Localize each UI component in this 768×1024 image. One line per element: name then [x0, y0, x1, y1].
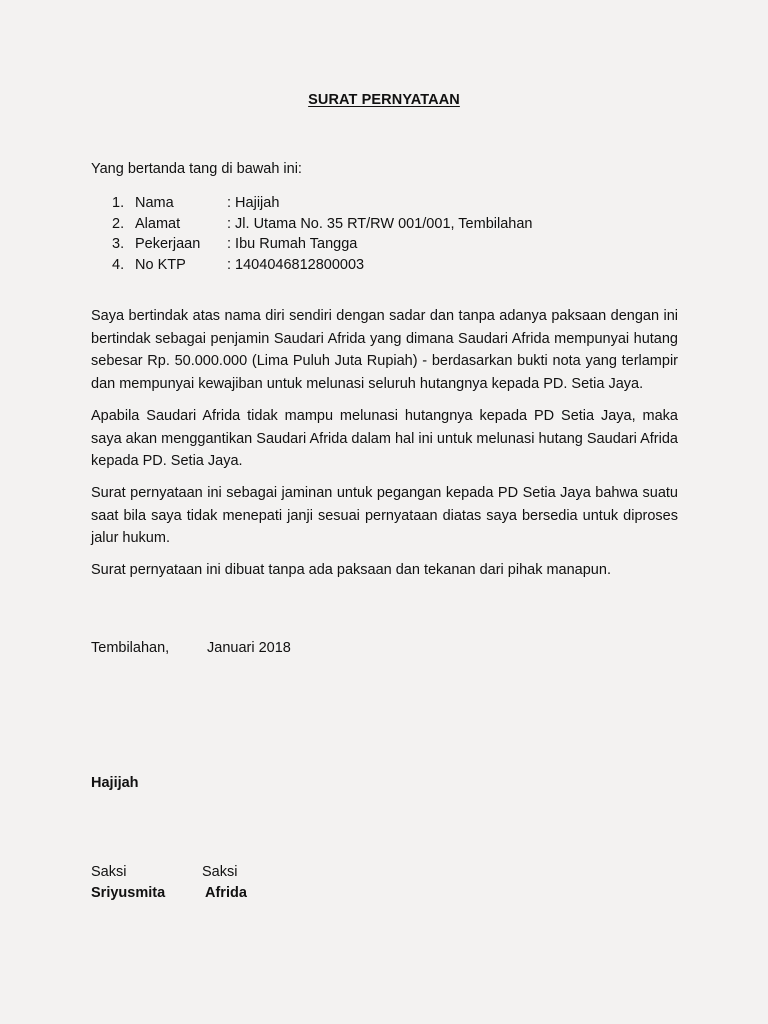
paragraph: Surat pernyataan ini sebagai jaminan untuk pegangan kepada PD Setia Jaya bahwa suatu saat bila saya tidak menepati janji sesuai pernyataan diatas saya bersedia untuk diproses jalur hukum.: [91, 484, 678, 547]
field-value: : Hajijah: [227, 195, 280, 211]
witness-block: [91, 862, 165, 903]
item-number: 1.: [112, 195, 125, 211]
paragraph: Surat pernyataan ini dibuat tanpa ada paksaan dan tekanan dari pihak manapun.: [91, 562, 611, 579]
place-text: Tembilahan,: [91, 640, 170, 656]
item-number: 3.: [112, 236, 125, 252]
identity-item-ktp: [112, 255, 532, 276]
identity-item-pekerjaan: [112, 234, 532, 255]
paragraph: Apabila Saudari Afrida tidak mampu melunasi hutangnya kepada PD Setia Jaya, maka saya akan menggantikan Saudari Afrida dalam hal ini untuk melunasi hutang Saudari Afrida kepada PD. Setia Jaya.: [91, 407, 678, 470]
place-date-line: [91, 640, 291, 656]
item-number: 2.: [112, 215, 125, 232]
witness-role: Saksi: [91, 864, 127, 880]
identity-item-alamat: [112, 214, 532, 235]
field-label: Nama: [135, 195, 174, 211]
field-value: : 1404046812800003: [227, 256, 365, 273]
witness-name: Afrida: [205, 884, 247, 901]
signer-name: Hajijah: [91, 775, 139, 791]
identity-list: [112, 193, 532, 275]
field-label: Pekerjaan: [135, 236, 201, 252]
date-text: Januari 2018: [207, 640, 291, 656]
item-number: 4.: [112, 256, 125, 273]
statement-body: [91, 305, 678, 591]
witness-block: [202, 862, 247, 903]
intro-text: Yang bertanda tang di bawah ini:: [91, 161, 302, 177]
field-value: : Ibu Rumah Tangga: [227, 236, 358, 252]
field-label: No KTP: [135, 256, 186, 273]
witness-name: Sriyusmita: [91, 884, 166, 901]
field-value: : Jl. Utama No. 35 RT/RW 001/001, Tembilahan: [227, 215, 533, 232]
field-label: Alamat: [135, 215, 181, 232]
document-title: SURAT PERNYATAAN: [308, 92, 460, 108]
paragraph: Saya bertindak atas nama diri sendiri dengan sadar dan tanpa adanya paksaan dengan ini bertindak sebagai penjamin Saudari Afrida yang dimana Saudari Afrida mempunyai hutang sebesar Rp. 50.000.000 (Lima Puluh Juta Rupiah) - berdasarkan bukti nota yang terlampir dan mempunyai kewajiban untuk melunasi seluruh hutangnya kepada PD. Setia Jaya.: [91, 308, 678, 393]
identity-item-nama: [112, 193, 532, 214]
witness-role: Saksi: [202, 864, 238, 880]
